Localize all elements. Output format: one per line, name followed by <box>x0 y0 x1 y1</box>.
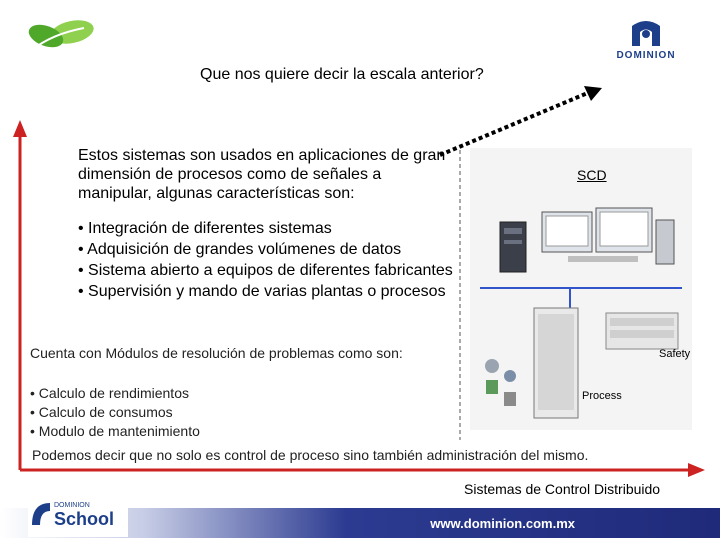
footer-url-link[interactable]: www.dominion.com.mx <box>430 516 575 531</box>
school-logo-text: School <box>54 509 115 529</box>
process-controller-cabinet-icon <box>534 308 578 418</box>
dotted-growth-arrow <box>440 86 602 155</box>
scd-architecture-diagram <box>470 148 692 430</box>
list-item: • Calculo de rendimientos <box>30 385 189 401</box>
list-item: • Modulo de mantenimiento <box>30 423 200 439</box>
axis-label: Sistemas de Control Distribuido <box>464 481 661 497</box>
list-item: • Integración de diferentes sistemas <box>78 220 332 237</box>
question-text: Que nos quiere decir la escala anterior? <box>200 66 484 83</box>
school-logo-top-text: DOMINION <box>54 502 90 509</box>
modules-intro-text: Cuenta con Módulos de resolución de problemas como son: <box>30 345 403 361</box>
pc-tower-icon <box>656 220 674 264</box>
list-item: • Adquisición de grandes volúmenes de datos <box>78 241 402 258</box>
process-label: Process <box>582 390 622 402</box>
dominion-school-logo-icon <box>28 495 128 537</box>
modules-list <box>30 384 200 441</box>
scd-label: SCD <box>577 167 607 183</box>
horizontal-axis-arrow <box>20 463 705 477</box>
intro-paragraph: Estos sistemas son usados en aplicaciones de gran dimensión de procesos como de señales a manipular, algunas características son: <box>78 147 446 202</box>
server-tower-icon <box>500 222 526 272</box>
safety-controller-icon <box>606 313 678 349</box>
list-item: • Calculo de consumos <box>30 404 173 420</box>
features-list <box>78 218 458 302</box>
list-item: • Sistema abierto a equipos de diferentes fabricantes <box>78 262 453 279</box>
list-item: • Supervisión y mando de varias plantas o procesos <box>78 283 446 300</box>
vertical-axis-arrow <box>13 120 27 470</box>
dominion-wordmark: DOMINION <box>616 50 676 61</box>
safety-label: Safety <box>659 348 691 360</box>
conclusion-text: Podemos decir que no solo es control de proceso sino también administración del mismo. <box>32 447 589 463</box>
